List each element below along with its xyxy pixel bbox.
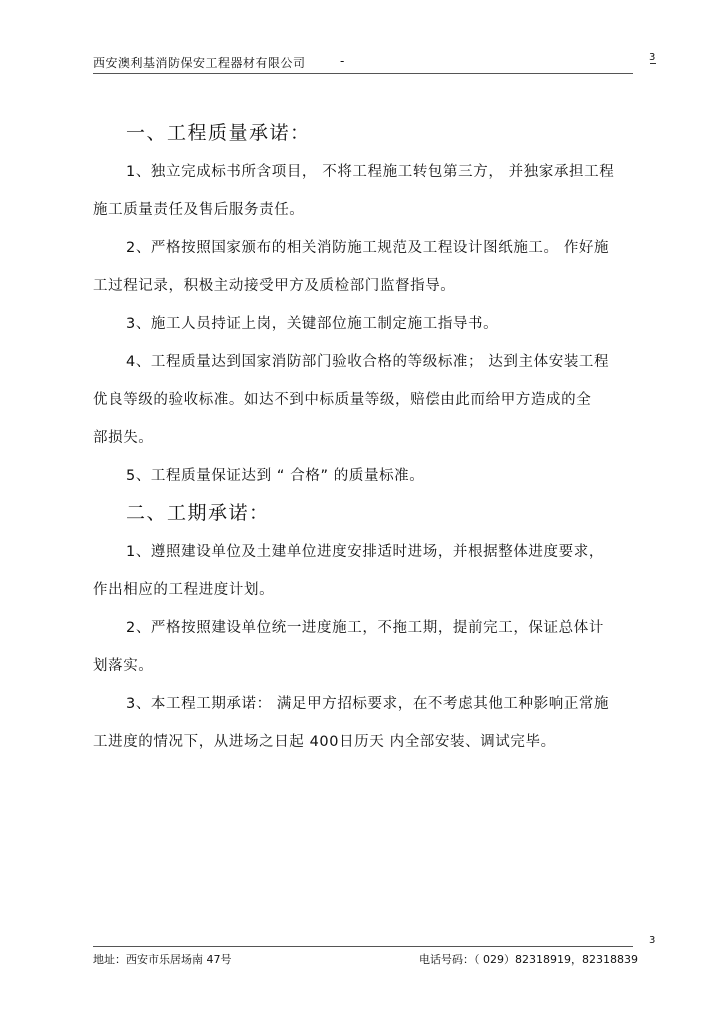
footer-phone: 电话号码：（ 029）82318919，82318839 bbox=[419, 953, 638, 966]
quality-line-5: 3、施工人员持证上岗，关键部位施工制定施工指导书。 bbox=[126, 316, 499, 332]
footer-divider bbox=[93, 946, 633, 947]
schedule-line-2: 作出相应的工程进度计划。 bbox=[93, 582, 275, 598]
section-heading-quality: 一、工程质量承诺： bbox=[126, 122, 311, 144]
schedule-line-4: 划落实。 bbox=[93, 658, 154, 674]
header-mark bbox=[650, 63, 656, 64]
schedule-line-3: 2、严格按照建设单位统一进度施工，不拖工期，提前完工，保证总体计 bbox=[126, 620, 604, 636]
schedule-line-6: 工进度的情况下，从进场之日起 400日历天 内全部安装、调试完毕。 bbox=[93, 734, 556, 750]
quality-line-6: 4、工程质量达到国家消防部门验收合格的等级标准； 达到主体安装工程 bbox=[126, 354, 610, 370]
quality-line-4: 工过程记录，积极主动接受甲方及质检部门监督指导。 bbox=[93, 278, 456, 294]
quality-line-2: 施工质量责任及售后服务责任。 bbox=[93, 202, 305, 218]
header-page-number: 3 bbox=[649, 52, 656, 63]
quality-line-3: 2、严格按照国家颁布的相关消防施工规范及工程设计图纸施工。 作好施 bbox=[126, 240, 610, 256]
quality-line-1: 1、独立完成标书所含项目， 不将工程施工转包第三方， 并独家承担工程 bbox=[126, 164, 615, 180]
header-dash: - bbox=[340, 54, 345, 68]
quality-line-8: 部损失。 bbox=[93, 430, 154, 446]
header-divider bbox=[93, 73, 633, 74]
quality-line-9: 5、工程质量保证达到 “ 合格” 的质量标准。 bbox=[126, 468, 425, 484]
schedule-line-5: 3、本工程工期承诺： 满足甲方招标要求，在不考虑其他工种影响正常施 bbox=[126, 696, 610, 712]
header-company-name: 西安澳利基消防保安工程器材有限公司 bbox=[93, 56, 306, 70]
footer-address: 地址：西安市乐居场南 47号 bbox=[93, 953, 232, 966]
schedule-line-1: 1、遵照建设单位及土建单位进度安排适时进场，并根据整体进度要求， bbox=[126, 544, 604, 560]
section-heading-schedule: 二、工期承诺： bbox=[126, 502, 270, 524]
quality-line-7: 优良等级的验收标准。如达不到中标质量等级，赔偿由此而给甲方造成的全 bbox=[93, 392, 592, 408]
footer-page-number: 3 bbox=[649, 935, 656, 946]
